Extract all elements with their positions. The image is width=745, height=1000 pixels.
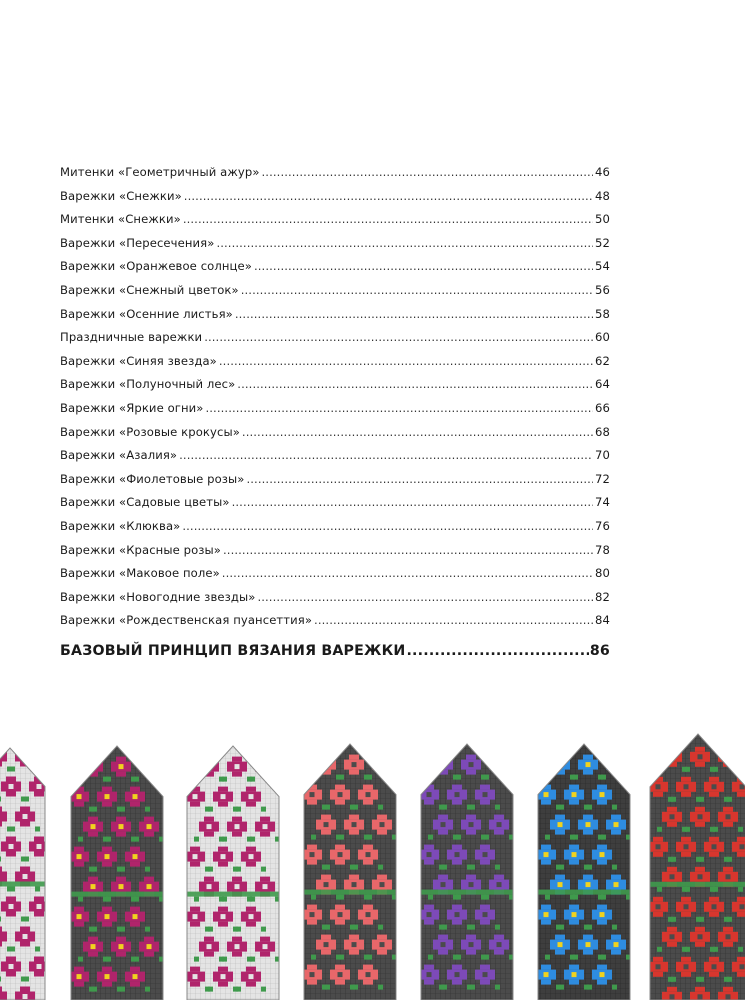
toc-leader-dots: [257, 590, 593, 604]
toc-leader-dots: [219, 354, 593, 368]
toc-entry-title: Варежки «Красные розы»: [60, 542, 221, 557]
toc-entry-title: Варежки «Маковое поле»: [60, 566, 220, 581]
toc-entry-page: 84: [595, 613, 610, 628]
toc-leader-dots: [241, 283, 593, 297]
toc-leader-dots: [235, 307, 593, 321]
toc-entry[interactable]: [60, 354, 610, 378]
toc-entry-page: 66: [595, 400, 610, 415]
toc-entry-page: 72: [595, 471, 610, 486]
toc-entry[interactable]: [60, 377, 610, 401]
toc-leader-dots: [182, 519, 593, 533]
toc-leader-dots: [242, 425, 593, 439]
toc-leader-dots: [246, 472, 593, 486]
toc-leader-dots: [237, 377, 593, 391]
table-of-contents: [60, 165, 610, 659]
toc-entry-title: Варежки «Пересечения»: [60, 235, 215, 250]
toc-entry-title: Варежки «Яркие огни»: [60, 400, 204, 415]
toc-entry-page: 54: [595, 259, 610, 274]
toc-entry-title: Митенки «Геометричный ажур»: [60, 165, 260, 179]
toc-entry-title: Варежки «Розовые крокусы»: [60, 424, 240, 439]
mitten-pattern-strip: [0, 728, 745, 1000]
toc-entry[interactable]: [60, 236, 610, 260]
mitten-light-flower: [180, 728, 280, 1000]
mitten-dark-poinsettia: [297, 728, 397, 1000]
toc-entry[interactable]: [60, 472, 610, 496]
toc-entry-title: Варежки «Фиолетовые розы»: [60, 471, 245, 486]
toc-entries: [60, 165, 610, 637]
toc-leader-dots: [223, 543, 593, 557]
toc-entry[interactable]: [60, 189, 610, 213]
toc-entry[interactable]: [60, 543, 610, 567]
toc-entry-title: Митенки «Снежки»: [60, 212, 181, 227]
toc-entry[interactable]: [60, 448, 610, 472]
toc-entry-title: Варежки «Полуночный лес»: [60, 377, 236, 392]
toc-leader-dots: [254, 259, 593, 273]
toc-entry[interactable]: [60, 401, 610, 425]
toc-entry[interactable]: [60, 425, 610, 449]
toc-leader-dots: [406, 643, 588, 659]
toc-entry[interactable]: [60, 613, 610, 637]
mitten-light-rose: [0, 728, 54, 1000]
toc-entry-page: 56: [595, 282, 610, 297]
toc-entry-page: 48: [595, 188, 610, 203]
toc-entry-title: Варежки «Новогодние звезды»: [60, 589, 256, 604]
toc-entry[interactable]: [60, 307, 610, 331]
toc-entry-page: 68: [595, 424, 610, 439]
mitten-purple-rose: [414, 728, 514, 1000]
toc-leader-dots: [205, 401, 593, 415]
toc-entry-title: Варежки «Осенние листья»: [60, 306, 233, 321]
toc-entry[interactable]: [60, 590, 610, 614]
toc-entry[interactable]: [60, 283, 610, 307]
toc-entry-page: 78: [595, 542, 610, 557]
toc-leader-dots: [184, 189, 593, 203]
toc-entry[interactable]: [60, 259, 610, 283]
toc-entry-title: Варежки «Снежный цветок»: [60, 282, 239, 297]
toc-entry-page: 46: [595, 165, 610, 179]
toc-entry[interactable]: [60, 495, 610, 519]
toc-entry[interactable]: [60, 519, 610, 543]
toc-entry-title: Варежки «Клюква»: [60, 518, 181, 533]
toc-entry-page: 70: [595, 448, 610, 463]
toc-entry-title: Варежки «Азалия»: [60, 448, 178, 463]
mitten-illustrations: [0, 728, 745, 1000]
toc-entry-title: Варежки «Садовые цветы»: [60, 495, 230, 510]
toc-final-title: БАЗОВЫЙ ПРИНЦИП ВЯЗАНИЯ ВАРЕЖКИ: [60, 642, 406, 659]
toc-entry-title: Праздничные варежки: [60, 330, 203, 345]
toc-leader-dots: [204, 330, 593, 344]
toc-entry-page: 62: [595, 353, 610, 368]
toc-entry[interactable]: [60, 330, 610, 354]
toc-leader-dots: [262, 165, 594, 179]
toc-entry-page: 50: [595, 212, 610, 227]
toc-leader-dots: [179, 448, 593, 462]
toc-leader-dots: [222, 566, 593, 580]
toc-leader-dots: [314, 613, 593, 627]
toc-leader-dots: [216, 236, 593, 250]
toc-final-entry[interactable]: [60, 643, 610, 659]
toc-entry-page: 52: [595, 235, 610, 250]
toc-leader-dots: [232, 495, 593, 509]
toc-entry-page: 58: [595, 306, 610, 321]
toc-entry[interactable]: [60, 165, 610, 189]
mitten-blue-star: [531, 728, 631, 1000]
toc-entry-title: Варежки «Рождественская пуансеттия»: [60, 613, 313, 628]
toc-entry[interactable]: [60, 212, 610, 236]
toc-entry-title: Варежки «Снежки»: [60, 188, 182, 203]
toc-entry-title: Варежки «Оранжевое солнце»: [60, 259, 252, 274]
toc-entry-page: 74: [595, 495, 610, 510]
toc-entry-page: 60: [595, 330, 610, 345]
toc-entry-page: 76: [595, 518, 610, 533]
toc-leader-dots: [183, 212, 593, 226]
toc-final-page: 86: [589, 642, 610, 659]
toc-entry-page: 80: [595, 566, 610, 581]
toc-entry-title: Варежки «Синяя звезда»: [60, 353, 217, 368]
toc-entry-page: 82: [595, 589, 610, 604]
toc-entry-page: 64: [595, 377, 610, 392]
mitten-dark-cross: [64, 728, 164, 1000]
toc-entry[interactable]: [60, 566, 610, 590]
